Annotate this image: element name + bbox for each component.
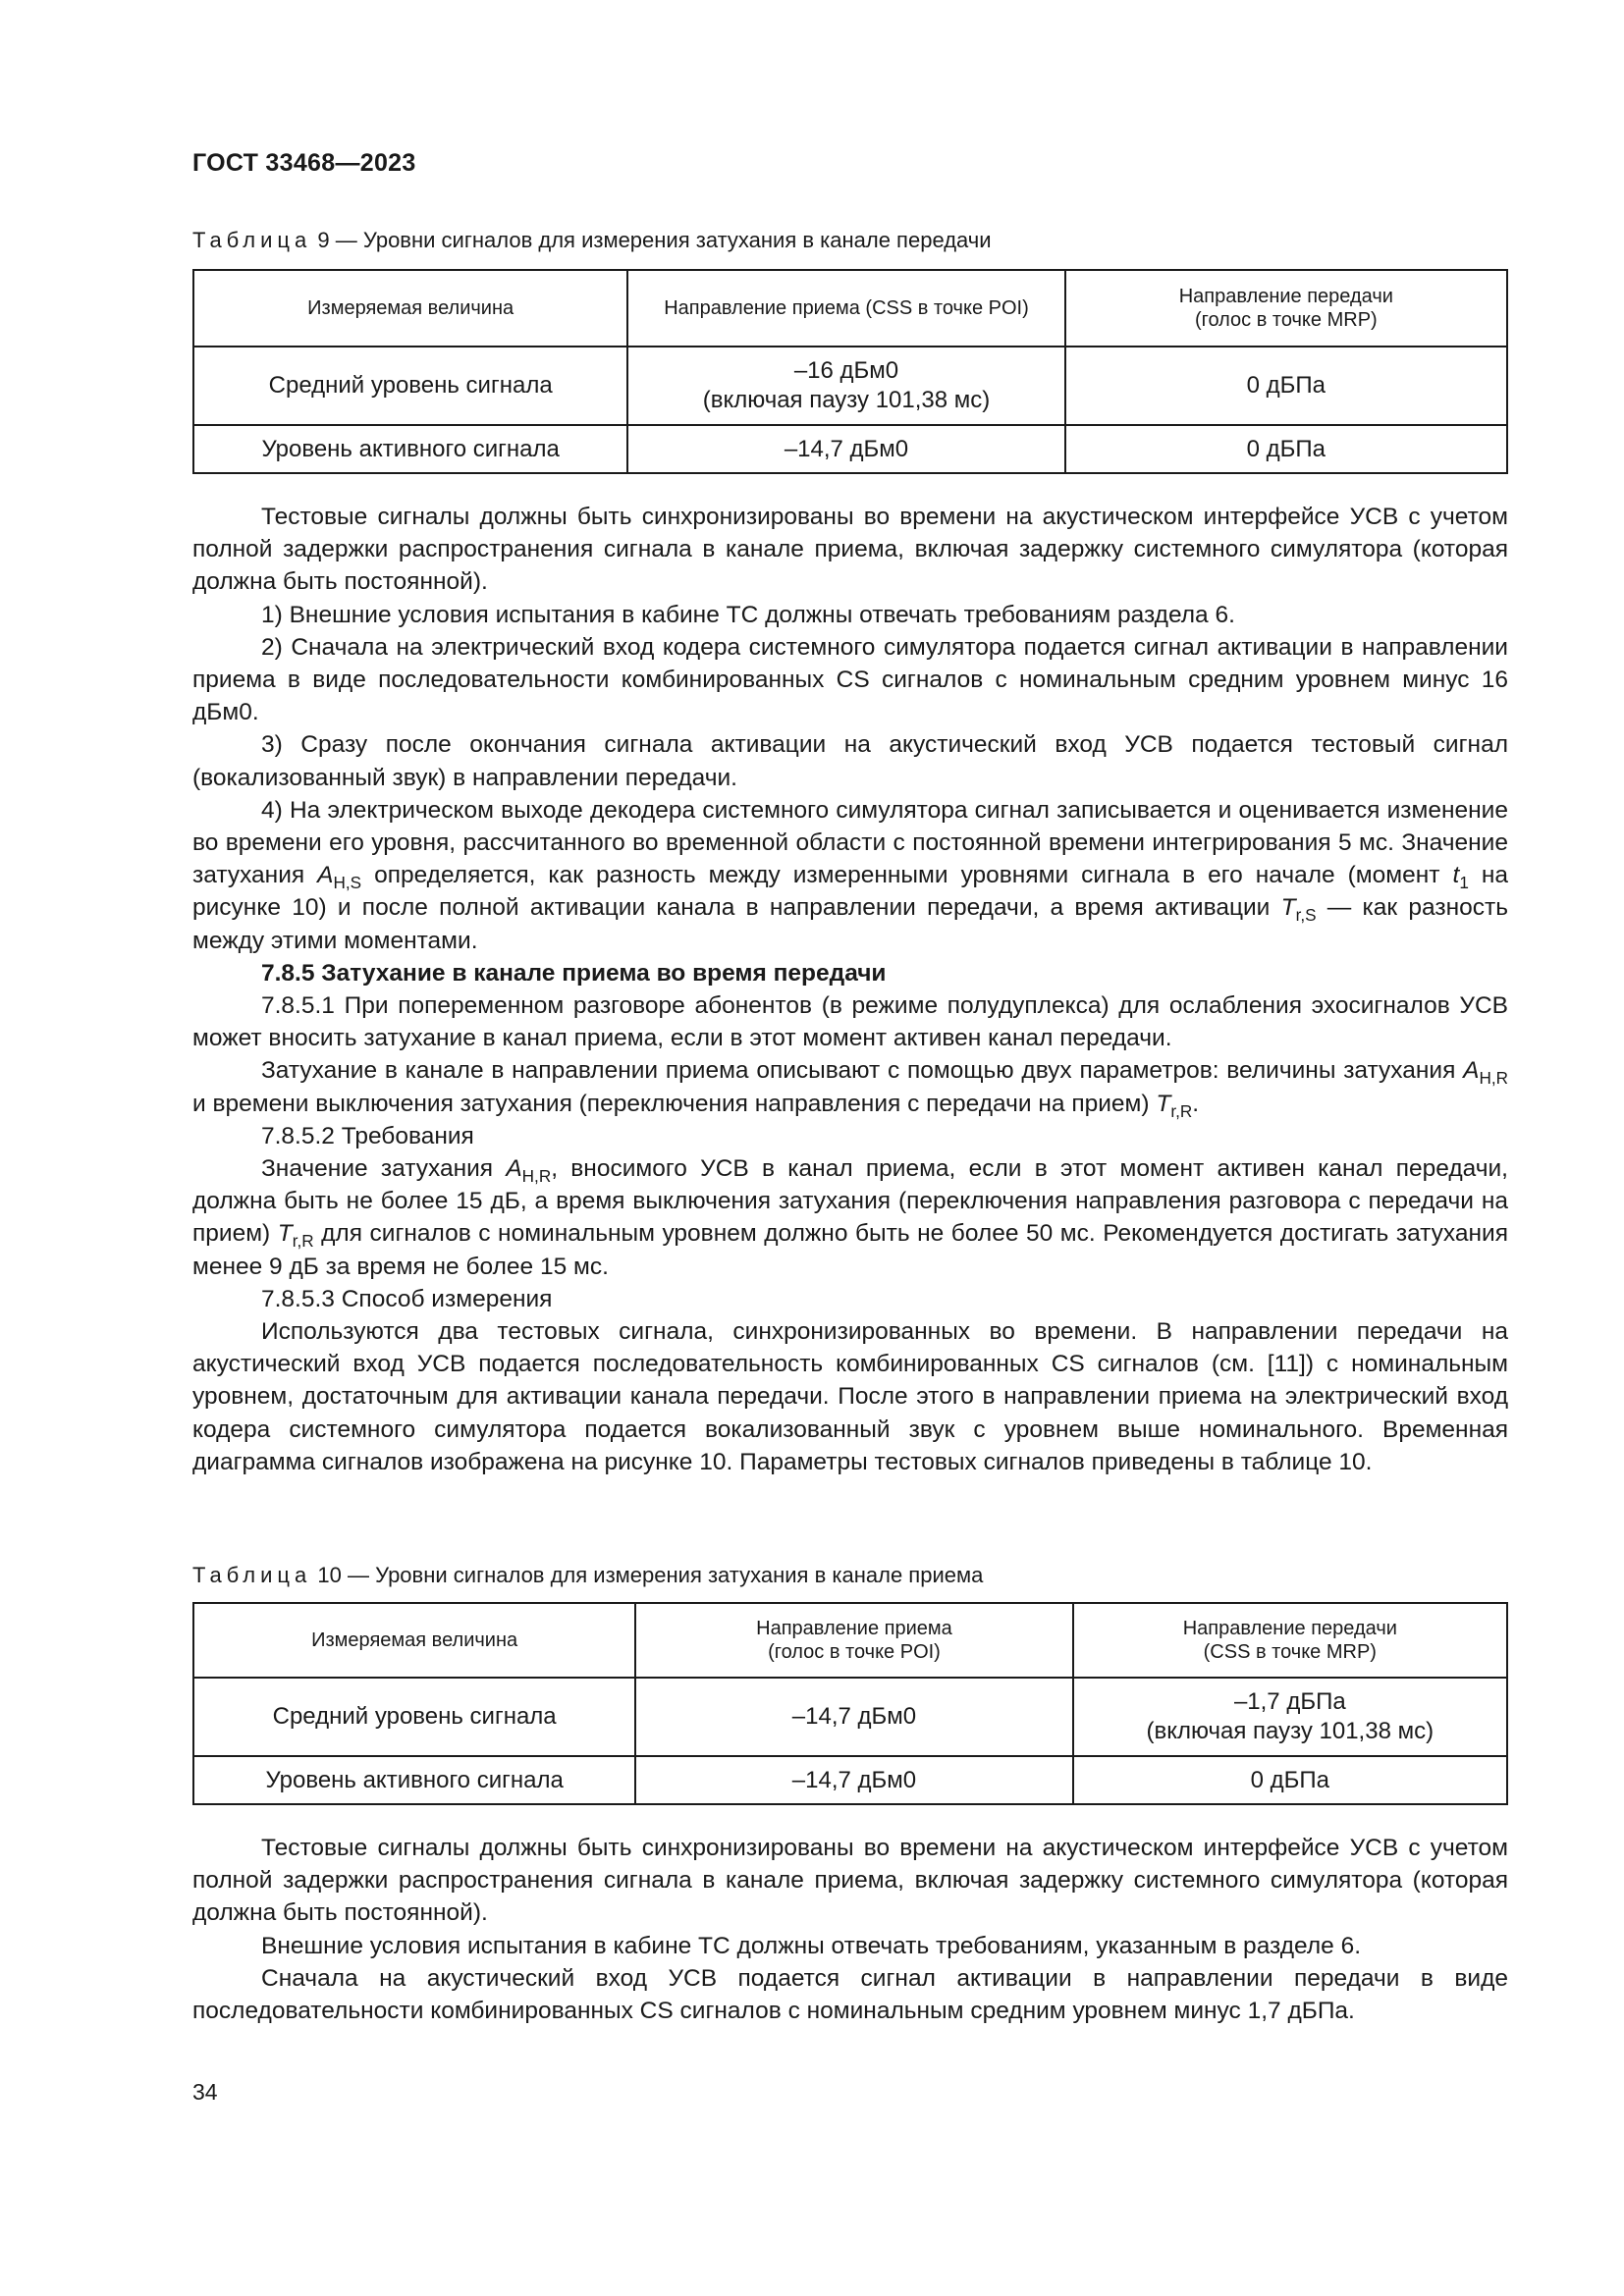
paragraph: 3) Сразу после окончания сигнала активации на акустический вход УСВ подается тестовый сигнал (вокализованный звук) в направлении передачи.: [192, 731, 1508, 791]
paragraph: Тестовые сигналы должны быть синхронизированы во времени на акустическом интерфейсе УСВ с учетом полной задержки распространения сигнала в канале приема, включая задержку системного симулятора (которая должна быть постоянной).: [192, 1835, 1508, 1927]
subscript: r,R: [1170, 1100, 1193, 1121]
table-row: [193, 425, 1507, 473]
table9-caption-word: Таблица: [192, 228, 312, 252]
table9-header-line: Направление передачи: [1178, 286, 1393, 307]
table10-caption-word: Таблица: [192, 1563, 312, 1587]
symbol: T: [1156, 1090, 1171, 1117]
table9-header-cell: Направление приема (CSS в точке POI): [627, 270, 1064, 347]
text-run: — как разность между этими моментами.: [192, 894, 1508, 954]
table-row: [193, 1678, 1507, 1756]
table9-header-cell: Измеряемая величина: [193, 270, 627, 347]
page-number: 34: [192, 2079, 218, 2105]
symbol: t: [1452, 862, 1460, 889]
table9-cell: Средний уровень сигнала: [193, 347, 627, 425]
paragraph: 7.8.5.1 При попеременном разговоре абонентов (в режиме полудуплекса) для ослабления эхосигналов УСВ может вносить затухание в канал приема, если в этот момент активен канал передачи.: [192, 992, 1508, 1052]
table10-cell: Уровень активного сигнала: [193, 1756, 635, 1804]
document-header-title: ГОСТ 33468—2023: [192, 149, 416, 177]
table9-cell: Уровень активного сигнала: [193, 425, 627, 473]
text-run: и времени выключения затухания (переключения направления с передачи на прием): [192, 1090, 1157, 1117]
table10-cell: –14,7 дБм0: [635, 1756, 1072, 1804]
symbol: A: [317, 862, 334, 889]
paragraph: Сначала на акустический вход УСВ подается сигнал активации в направлении передачи в виде последовательности комбинированных CS сигналов с номинальным средним уровнем минус 1,7 дБПа.: [192, 1964, 1508, 2025]
paragraph: Используются два тестовых сигнала, синхронизированных во времени. В направлении передачи на акустический вход УСВ подается последовательность комбинированных CS сигналов (см. [11]) с номинальным уровнем, достаточным для активации канала передачи. После этого в направлении приема на электрический вход кодера системного симулятора подается вокализованный звук с уровнем выше номинального. Временная диаграмма сигналов изображена на рисунке 10. Параметры тестовых сигналов приведены в таблице 10.: [192, 1318, 1508, 1475]
text-run: .: [1192, 1090, 1200, 1117]
paragraph: [192, 1152, 1508, 1283]
table10-header-cell: [635, 1603, 1072, 1678]
text-run: для сигналов с номинальным уровнем должно быть не более 50 мс. Рекомендуется достигать затухания менее 9 дБ за время не более 15 мс.: [192, 1220, 1508, 1280]
table10-caption-text: 10 — Уровни сигналов для измерения затухания в канале приема: [317, 1563, 984, 1587]
table10-cell: [1073, 1678, 1507, 1756]
body-text-block-1: [192, 501, 1508, 1478]
table9-cell: 0 дБПа: [1065, 425, 1507, 473]
symbol: T: [277, 1220, 293, 1248]
table10-cell-line: (включая паузу 101,38 мс): [1146, 1718, 1435, 1744]
body-text-block-2: [192, 1832, 1508, 2027]
table10-cell: 0 дБПа: [1073, 1756, 1507, 1804]
subscript: H,R: [1479, 1068, 1508, 1089]
subscript: 1: [1459, 873, 1469, 893]
table10: [192, 1602, 1508, 1805]
table9-caption: [192, 228, 992, 253]
table9-header-cell: [1065, 270, 1507, 347]
text-run: 4) На электрическом выходе декодера системного симулятора сигнал записывается и оценивается изменение во времени его уровня, рассчитанного во временной области с постоянной времени интегрирования 5 мс. Значение затухания: [192, 796, 1508, 889]
text-run: Значение затухания: [261, 1155, 507, 1183]
paragraph: [192, 794, 1508, 957]
table9-header-line: (голос в точке MRP): [1194, 309, 1378, 331]
paragraph: 1) Внешние условия испытания в кабине ТС должны отвечать требованиям раздела 6.: [261, 601, 1235, 628]
table10-header-line: (голос в точке POI): [768, 1641, 941, 1663]
symbol: A: [506, 1155, 522, 1183]
table9-header-row: [193, 270, 1507, 347]
text-run: на рисунке 10) и после полной активации канала в направлении передачи, а время активации: [192, 862, 1509, 922]
table10-header-line: (CSS в точке MRP): [1203, 1641, 1377, 1663]
table10-cell-line: –1,7 дБПа: [1233, 1688, 1346, 1715]
table9-caption-text: 9 — Уровни сигналов для измерения затухания в канале передачи: [317, 228, 992, 252]
paragraph: [192, 1054, 1508, 1119]
table10-cell: –14,7 дБм0: [635, 1678, 1072, 1756]
table9-cell: –14,7 дБм0: [627, 425, 1064, 473]
table-row: [193, 347, 1507, 425]
subsection-heading: 7.8.5.2 Требования: [261, 1122, 474, 1149]
subscript: r,R: [292, 1231, 314, 1252]
table10-caption: [192, 1563, 983, 1588]
symbol: A: [1463, 1057, 1480, 1085]
subscript: H,R: [521, 1166, 552, 1187]
subscript: r,S: [1295, 905, 1317, 926]
table10-header-line: Направление приема: [756, 1618, 952, 1639]
table9-cell-line: –16 дБм0: [793, 357, 899, 384]
table9-cell-line: (включая паузу 101,38 мс): [702, 387, 991, 413]
table10-header-cell: [1073, 1603, 1507, 1678]
paragraph: 2) Сначала на электрический вход кодера системного симулятора подается сигнал активации в направлении приема в виде последовательности комбинированных CS сигналов с номинальным средним уровнем минус 16 дБм0.: [192, 633, 1508, 726]
section-heading: 7.8.5 Затухание в канале приема во время передачи: [261, 959, 887, 987]
table10-header-cell: Измеряемая величина: [193, 1603, 635, 1678]
table9-cell: [627, 347, 1064, 425]
subscript: H,S: [333, 873, 362, 893]
table-row: [193, 1756, 1507, 1804]
text-run: определяется, как разность между измеренными уровнями сигнала в его начале (момент: [361, 862, 1453, 889]
paragraph: Внешние условия испытания в кабине ТС должны отвечать требованиям, указанным в разделе 6.: [261, 1932, 1362, 1959]
subsection-heading: 7.8.5.3 Способ измерения: [261, 1285, 553, 1312]
table10-cell: Средний уровень сигнала: [193, 1678, 635, 1756]
table10-header-line: Направление передачи: [1182, 1618, 1397, 1639]
text-run: Затухание в канале в направлении приема описывают с помощью двух параметров: величины затухания: [261, 1057, 1464, 1085]
text-run: , вносимого УСВ в канал приема, если в этот момент активен канал передачи, должна быть не более 15 дБ, а время выключения затухания (переключения направления разговора с передачи на прием): [192, 1155, 1508, 1248]
symbol: T: [1280, 894, 1296, 922]
table10-header-row: [193, 1603, 1507, 1678]
paragraph: Тестовые сигналы должны быть синхронизированы во времени на акустическом интерфейсе УСВ с учетом полной задержки распространения сигнала в канале приема, включая задержку системного симулятора (которая должна быть постоянной).: [192, 504, 1508, 596]
table9: [192, 269, 1508, 474]
table9-cell: 0 дБПа: [1065, 347, 1507, 425]
